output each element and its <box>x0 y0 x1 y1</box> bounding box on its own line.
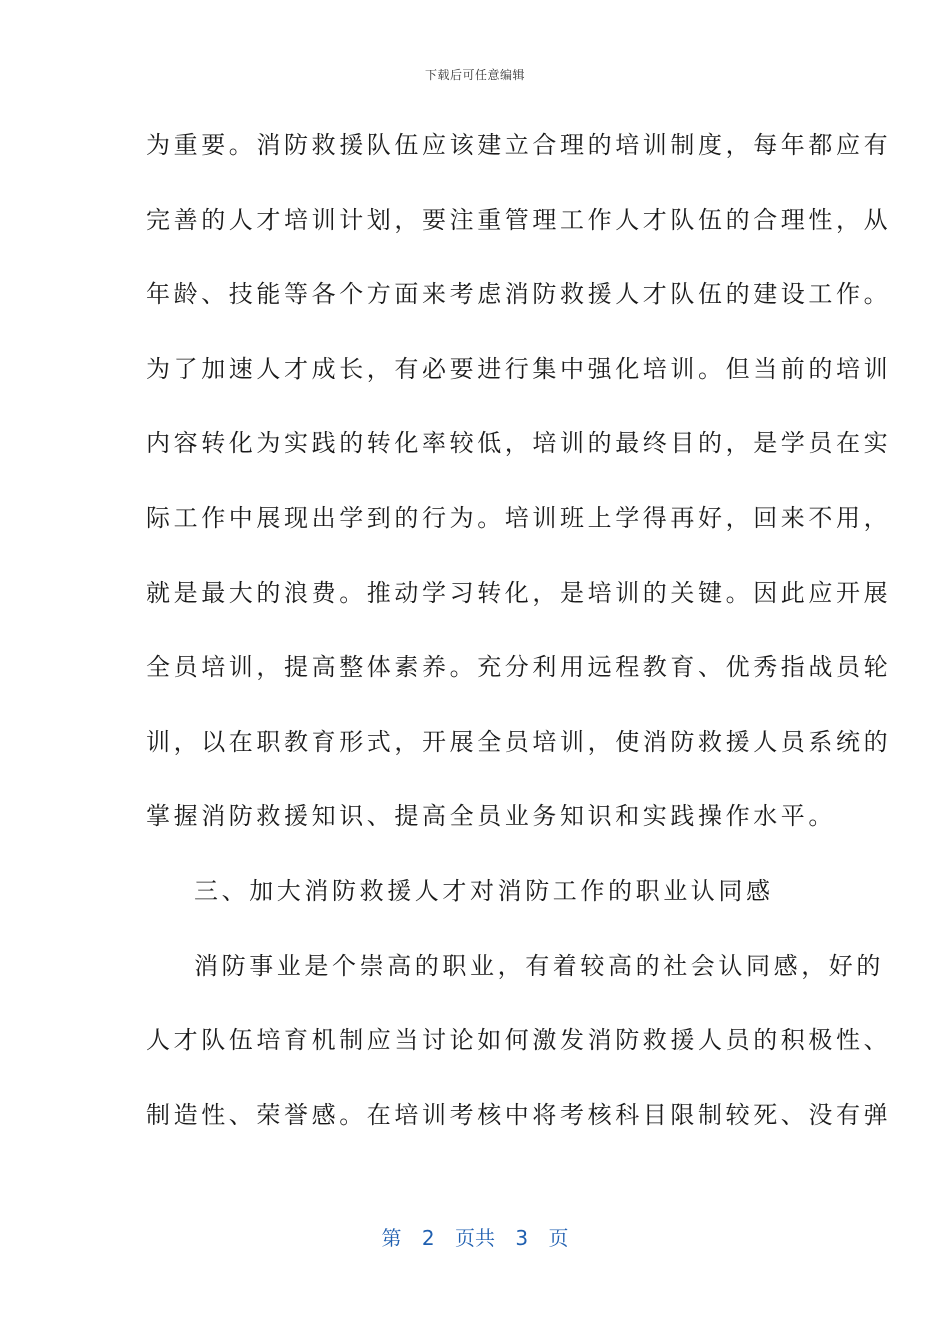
footer-suffix: 页 <box>548 1226 569 1250</box>
paragraph-line: 就是最大的浪费。推动学习转化，是培训的关键。因此应开展 <box>146 578 892 607</box>
paragraph-line: 制造性、荣誉感。在培训考核中将考核科目限制较死、没有弹 <box>146 1100 892 1129</box>
paragraph-line: 年龄、技能等各个方面来考虑消防救援人才队伍的建设工作。 <box>146 280 892 309</box>
paragraph-line: 全员培训，提高整体素养。充分利用远程教育、优秀指战员轮 <box>146 653 892 682</box>
paragraph-line: 人才队伍培育机制应当讨论如何激发消防救援人员的积极性、 <box>146 1026 892 1055</box>
footer-prefix: 第 <box>381 1226 402 1250</box>
paragraph-line: 为重要。消防救援队伍应该建立合理的培训制度，每年都应有 <box>146 131 892 159</box>
body-text <box>146 122 892 1166</box>
paragraph-line: 内容转化为实践的转化率较低，培训的最终目的，是学员在实 <box>146 429 892 458</box>
paragraph-line: 为了加速人才成长，有必要进行集中强化培训。但当前的培训 <box>146 354 892 383</box>
paragraph-line: 训，以在职教育形式，开展全员培训，使消防救援人员系统的 <box>146 727 892 756</box>
paragraph-line: 完善的人才培训计划，要注重管理工作人才队伍的合理性，从 <box>146 205 892 234</box>
paragraph-line: 消防事业是个崇高的职业，有着较高的社会认同感，好的 <box>194 951 884 980</box>
footer-total-pages: 3 <box>515 1226 529 1250</box>
header-note: 下载后可任意编辑 <box>424 68 525 82</box>
paragraph-line: 际工作中展现出学到的行为。培训班上学得再好，回来不用， <box>146 503 892 532</box>
paragraph-line: 掌握消防救援知识、提高全员业务知识和实践操作水平。 <box>146 802 836 831</box>
footer-current-page: 2 <box>421 1226 435 1250</box>
footer-middle: 页共 <box>455 1226 495 1250</box>
section-heading: 三、加大消防救援人才对消防工作的职业认同感 <box>194 876 774 905</box>
page-number-footer <box>0 1222 950 1251</box>
